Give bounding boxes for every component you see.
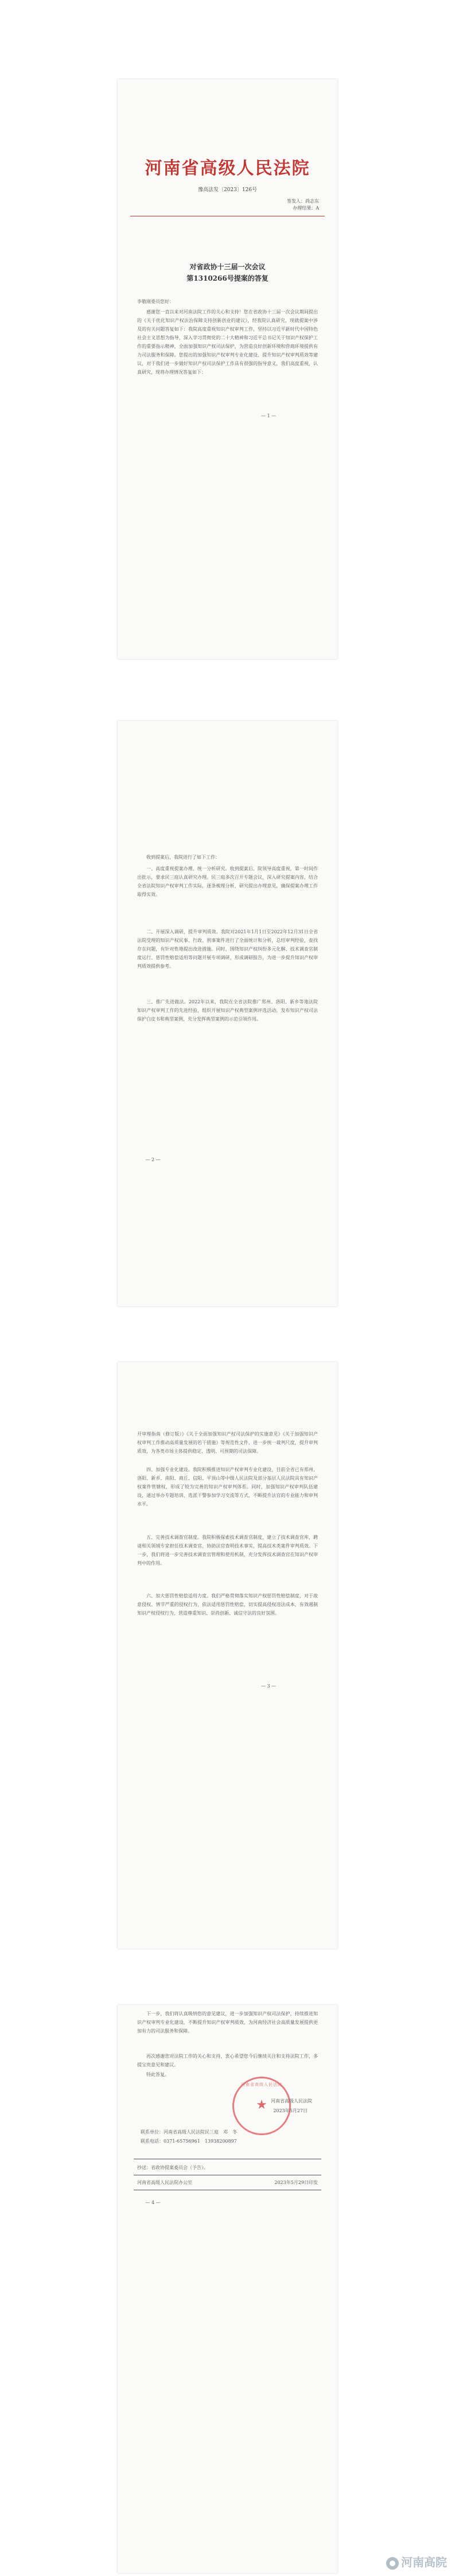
- watermark-text: 河南高院: [401, 2555, 447, 2569]
- result-line: 办理结果：A: [293, 205, 319, 211]
- section-6-paragraph: 六、加大惩罚性赔偿适用力度。我们严格贯彻落实知识产权惩罚性赔偿制度，对于故意侵权、情节严重的侵权行为，依法适用惩罚性赔偿，切实提高侵权违法成本，有效遏制知识产权侵权行为，营造尊重知识、崇尚创新、诚信守法的良好氛围。: [137, 1593, 318, 1616]
- signing-organization: 河南省高级人民法院: [271, 2098, 312, 2104]
- body-paragraph: 感谢您一直以来对河南法院工作的关心和支持！您在省政协十三届一次会议期间提出的《关于优化知识产权法治保障支持创新创业的建议》，经我院认真研究，现就提案中涉及的有关问题答复如下：我院高度重视知识产权审判工作，坚持以习近平新时代中国特色社会主义思想为指导，深入学习贯彻党的二十大精神和习近平总书记关于知识产权保护工作的重要指示精神，全面加强知识产权司法保护，为营造良好创新环境和营商环境提供有力司法服务和保障。您提出的加强知识产权审判专业化建设、提升知识产权审判质效等建议，对于我们进一步做好知识产权司法保护工作具有很强的指导意义，我们高度重视，认真研究，现将办理情况答复如下：: [137, 309, 318, 375]
- salutation: 李敬刚委员您好：: [137, 299, 174, 304]
- section-2-paragraph: 二、开展深入调研，提升审判质效。我院对2021年1月1日至2022年12月31日全省法院受理的知识产权民事、行政、刑事案件进行了全面统计和分析，总结审判经验，查找存在问题，有针对性地提出改进措施。同时，围绕知识产权纠纷多元化解、技术调查官制度运行、惩罚性赔偿适用等问题开展专项调研，形成调研报告，为进一步提升知识产权审判质效提供参考。: [137, 929, 318, 969]
- cc-line: 抄送：省政协提案委员会（予告）。: [137, 2165, 208, 2170]
- signer-line: 签发人：尚志东: [287, 199, 319, 204]
- page-number: — 4 —: [145, 2200, 161, 2205]
- weibo-logo-icon: [386, 2557, 399, 2570]
- court-letterhead: 河南省高级人民法院: [145, 158, 310, 179]
- watermark: [386, 2553, 447, 2570]
- document-page-4: [118, 2005, 337, 2573]
- continued-paragraph: 开审理指南（修订版）》《关于全面加强知识产权司法保护的实施意见》《关于加强知识产权审判工作推动高质量发展的若干措施》等规范性文件，进一步统一裁判尺度，提升审判质效，为各类市场主体提供稳定、透明、可预期的司法保障。: [137, 1431, 318, 1454]
- section-4-paragraph: 四、加强专业化建设。我院积极推进知识产权审判专业化建设，目前全省已有郑州、洛阳、新乡、南阳、商丘、信阳、平顶山等中级人民法院及部分基层人民法院具有知识产权案件管辖权，形成了较为完善的知识产权审判体系。同时，加强知识产权审判队伍建设，通过举办专题培训、选派干警参加学习交流等方式，不断提升法官的专业能力和审判水平。: [137, 1467, 318, 1507]
- page-number: — 2 —: [145, 1157, 161, 1162]
- document-number: 豫高法发〔2023〕126号: [197, 187, 258, 193]
- closing-line: 特此答复。: [146, 2072, 169, 2077]
- next-steps-paragraph: 下一步，我们将认真吸纳您的意见建议，进一步加强知识产权司法保护，持续推进知识产权审判专业化建设，不断提升知识产权审判质效，为河南经济社会高质量发展提供更加有力的司法服务和保障。: [137, 2011, 318, 2034]
- section-3-paragraph: 三、推广先进做法。2022年以来，我院在全省法院推广郑州、洛阳、新乡等地法院知识产权审判工作的先进经验，组织开展知识产权典型案例评选活动，发布知识产权司法保护白皮书和典型案例，充分发挥典型案例的示范引领作用。: [137, 999, 318, 1022]
- document-page-3: [118, 1362, 337, 1949]
- contact-unit: 联系单位：河南省高级人民法院民三庭 邓 冬: [141, 2129, 237, 2135]
- official-seal-icon: 河南省高级人民法院 ★: [232, 2077, 291, 2135]
- section-5-paragraph: 五、完善技术调查官制度。我院积极探索技术调查官制度，建立了技术调查官库，聘请相关领域专家担任技术调查官，协助法官查明技术事实，提高技术类案件审判质效。下一步，我们将进一步完善技术调查官管理和使用机制，充分发挥技术调查官在知识产权审判中的作用。: [137, 1535, 318, 1566]
- intro-paragraph: 收到提案后，我院进行了如下工作：: [146, 855, 220, 860]
- contact-phone: 联系电话：0371-65756961 13938200897: [141, 2139, 237, 2144]
- document-page-2: [118, 721, 337, 1306]
- document-title-line-1: 对省政协十三届一次会议: [189, 263, 266, 271]
- page-number: — 3 —: [261, 1683, 277, 1689]
- document-page-1: [118, 79, 337, 659]
- issuing-office: 河南省高级人民法院办公室: [137, 2180, 192, 2185]
- issue-date: 2023年5月29日印发: [274, 2180, 318, 2185]
- document-title-line-2: 第1310266号提案的答复: [186, 274, 269, 282]
- signer-block: [287, 198, 319, 212]
- signing-date: 2023年5月27日: [273, 2108, 308, 2113]
- thanks-paragraph: 再次感谢您对法院工作的关心和支持，衷心希望您今后继续关注和支持法院工作，多提宝贵意见和建议。: [137, 2054, 318, 2067]
- section-1-paragraph: 一、高度重视提案办理，统一分析研究。收到提案后，院领导高度重视，第一时间作出批示，要求民三庭认真研究办理。民三庭多次召开专题会议，深入研究提案内容，结合全省法院知识产权审判工作实际，逐条梳理分析，研究提出办理意见，确保提案办理工作取得实效。: [137, 866, 318, 897]
- page-number: — 1 —: [261, 413, 277, 418]
